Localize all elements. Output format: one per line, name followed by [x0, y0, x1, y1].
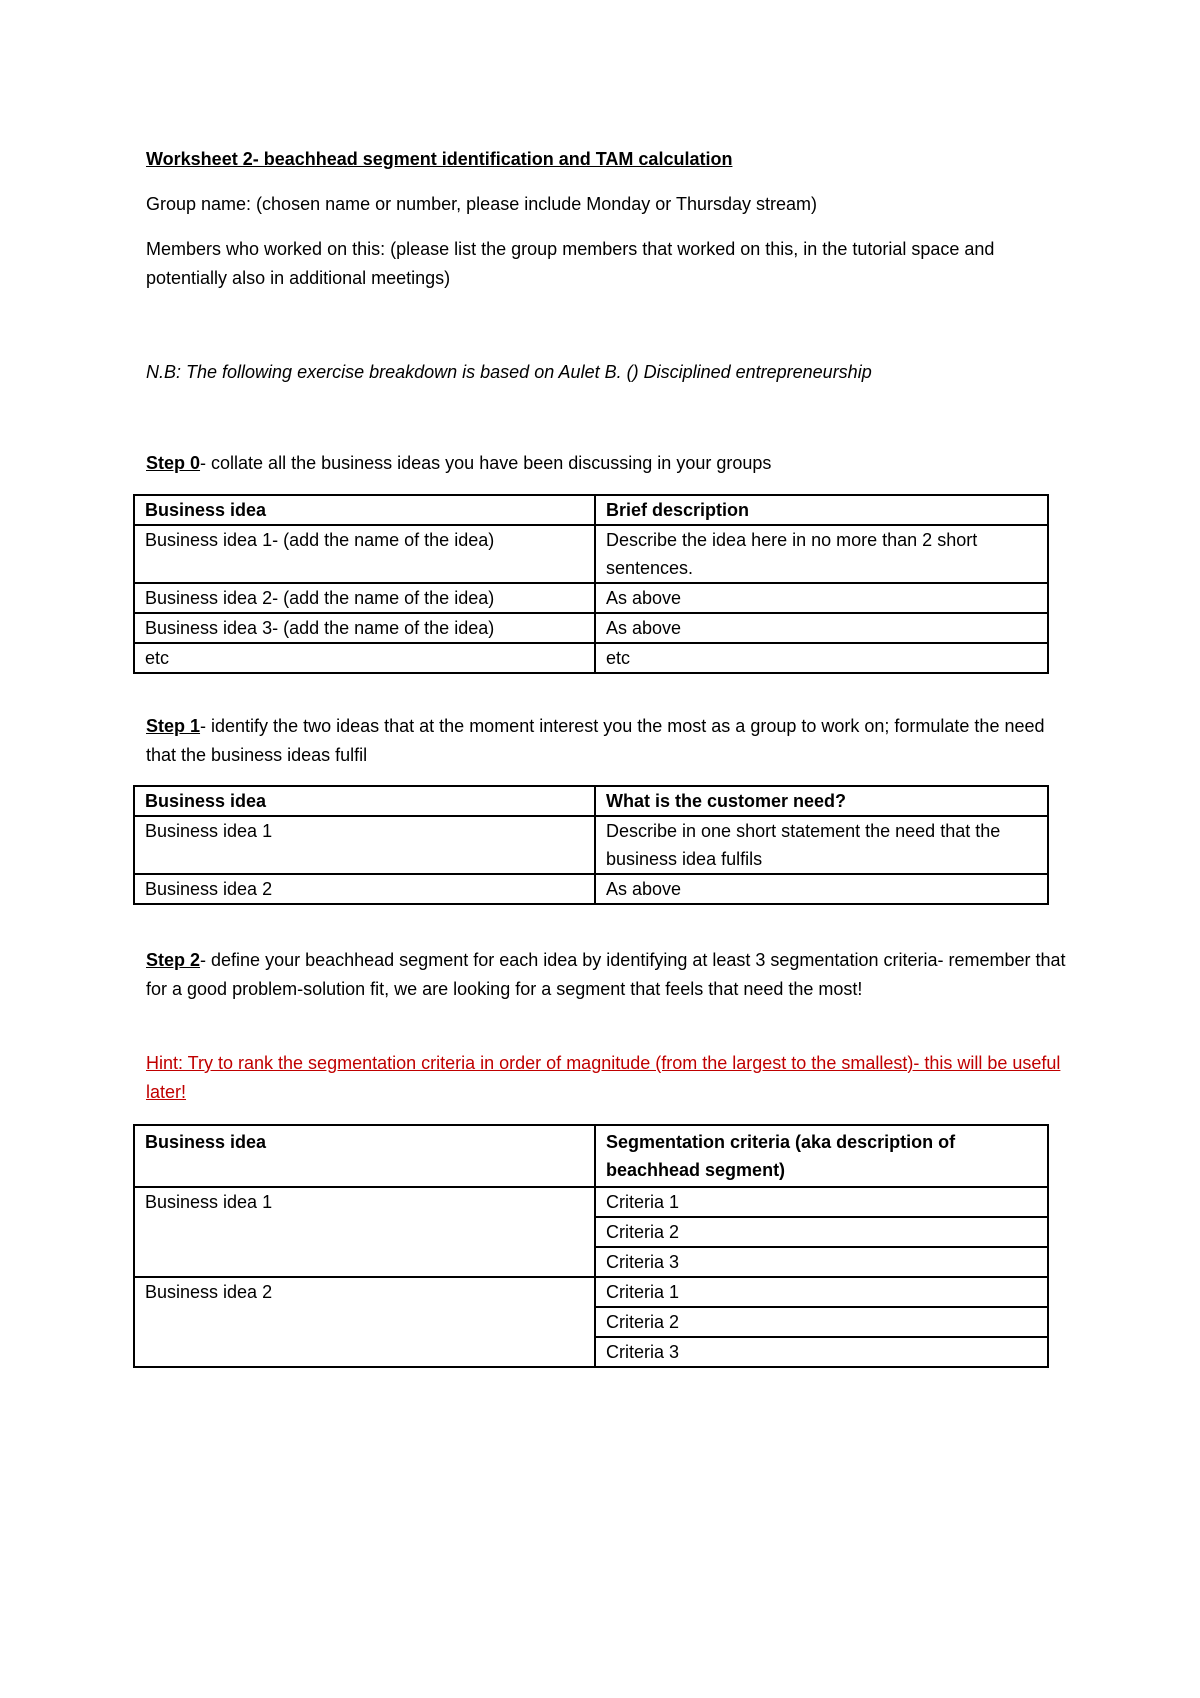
table-cell: Business idea 3- (add the name of the idea) — [134, 613, 595, 643]
step-2-label: Step 2 — [146, 950, 201, 970]
step-0-instruction — [146, 449, 1066, 478]
table-header-row — [134, 1125, 1048, 1187]
step-1-instruction — [146, 712, 1066, 770]
table-cell: Describe the idea here in no more than 2 short sentences. — [595, 525, 1048, 583]
customer-need-table — [133, 785, 1049, 905]
table-row — [134, 613, 1048, 643]
header-brief-description: Brief description — [595, 495, 1048, 525]
table-header-row — [134, 786, 1048, 816]
group-name-line: Group name: (chosen name or number, please include Monday or Thursday stream) — [146, 194, 818, 214]
step-2-text: - define your beachhead segment for each idea by identifying at least 3 segmentation criteria- remember that for a good problem-solution fit, we are looking for a segment that feels that need the most! — [146, 950, 1066, 999]
header-business-idea: Business idea — [134, 786, 595, 816]
table-cell: etc — [134, 643, 595, 673]
step-0-label: Step 0 — [146, 453, 201, 473]
table-cell-idea: Business idea 2 — [134, 1277, 595, 1367]
table-cell-criteria: Criteria 2 — [595, 1217, 1048, 1247]
table-cell: Describe in one short statement the need that the business idea fulfils — [595, 816, 1048, 874]
table-cell-criteria: Criteria 2 — [595, 1307, 1048, 1337]
business-ideas-table — [133, 494, 1049, 674]
table-cell: Business idea 2 — [134, 874, 595, 904]
table-cell: etc — [595, 643, 1048, 673]
table-cell: Business idea 1 — [134, 816, 595, 874]
header-customer-need: What is the customer need? — [595, 786, 1048, 816]
table-cell-idea: Business idea 1 — [134, 1187, 595, 1277]
hint-text: Hint: Try to rank the segmentation criteria in order of magnitude (from the largest to the smallest)- this will be useful later! — [146, 1053, 1061, 1102]
step-1-text: - identify the two ideas that at the moment interest you the most as a group to work on; formulate the need that the business ideas fulfil — [146, 716, 1045, 765]
table-row — [134, 525, 1048, 583]
table-row — [134, 643, 1048, 673]
table-row — [134, 874, 1048, 904]
table-cell: Business idea 2- (add the name of the idea) — [134, 583, 595, 613]
segmentation-table — [133, 1124, 1049, 1368]
table-row — [134, 1187, 1048, 1217]
table-header-row — [134, 495, 1048, 525]
table-cell: As above — [595, 583, 1048, 613]
header-segmentation-criteria: Segmentation criteria (aka description of beachhead segment) — [595, 1125, 1048, 1187]
table-row — [134, 583, 1048, 613]
step-1-label: Step 1 — [146, 716, 201, 736]
table-cell: Business idea 1- (add the name of the idea) — [134, 525, 595, 583]
table-cell-criteria: Criteria 1 — [595, 1277, 1048, 1307]
step-2-instruction — [146, 946, 1066, 1004]
table-row — [134, 816, 1048, 874]
header-business-idea: Business idea — [134, 1125, 595, 1187]
table-cell-criteria: Criteria 1 — [595, 1187, 1048, 1217]
table-cell: As above — [595, 874, 1048, 904]
step-0-text: - collate all the business ideas you have been discussing in your groups — [200, 453, 772, 473]
table-cell: As above — [595, 613, 1048, 643]
nb-note: N.B: The following exercise breakdown is based on Aulet B. () Disciplined entrepreneurship — [146, 362, 872, 382]
members-line: Members who worked on this: (please list the group members that worked on this, in the tutorial space and potentially also in additional meetings) — [146, 239, 995, 288]
worksheet-title: Worksheet 2- beachhead segment identification and TAM calculation — [146, 149, 733, 169]
table-cell-criteria: Criteria 3 — [595, 1337, 1048, 1367]
table-cell-criteria: Criteria 3 — [595, 1247, 1048, 1277]
header-business-idea: Business idea — [134, 495, 595, 525]
table-row — [134, 1277, 1048, 1307]
